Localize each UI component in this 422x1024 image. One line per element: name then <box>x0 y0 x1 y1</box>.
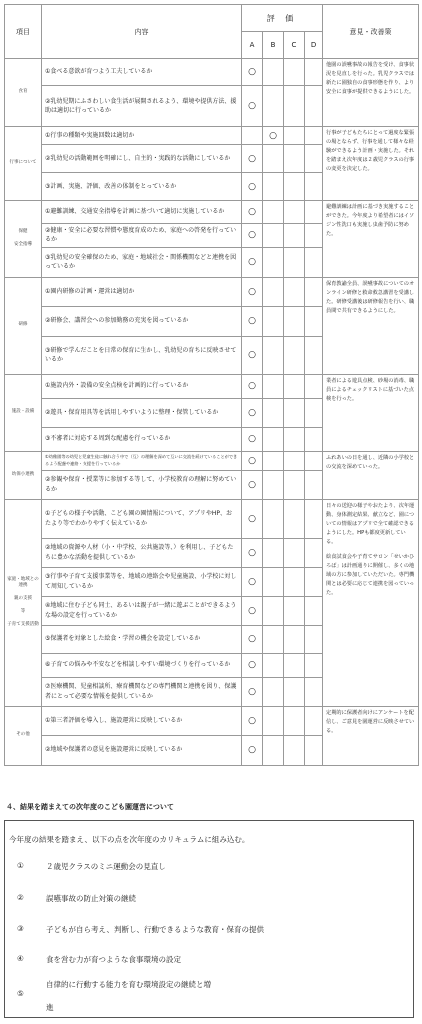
grade-cell-d <box>305 127 323 145</box>
opinion-cell <box>323 59 419 127</box>
evaluation-item-text: ②乳幼児の活動範囲を明確にし、自主的・実践的な活動にしているか <box>42 145 242 173</box>
grade-cell-a <box>242 224 263 248</box>
table-row <box>5 127 419 145</box>
plan-item-text: 誤嚥事故の防止対策の継続 <box>46 894 136 903</box>
evaluation-item-text: ①子どもの様子や活動、こども園の園情報について、アプリやHP、おたより等でわかりやすく伝えているか <box>42 499 242 538</box>
grade-cell-c <box>284 706 305 735</box>
grade-cell-a <box>242 173 263 201</box>
plan-item-text: 子どもが自ら考え、判断し、行動できるような教育・保育の提供 <box>46 925 264 934</box>
header-item: 項目 <box>5 5 42 59</box>
grade-cell-d <box>305 277 323 306</box>
circle-mark-icon: ○ <box>248 455 256 466</box>
grade-cell-a <box>242 567 263 596</box>
category-cell <box>5 374 42 451</box>
opinion-text: 絵食試食会や子育てサロン「せいかひろば」は計画通りに開催し、多くの地域の方に参加していただいた。専門機関とは必要に応じて連携を図っていった。 <box>326 554 415 597</box>
opinion-cell <box>323 277 419 374</box>
grade-cell-d <box>305 398 323 427</box>
opinion-text: 行事が子どもたちにとって過度な緊張の場とならず、行事を通して様々な経験ができるよう計画・実施した。それを踏まえ次年度は２歳児クラスの行事の変更を決定した。 <box>326 130 415 173</box>
grade-cell-b <box>263 374 284 398</box>
category-cell <box>5 499 42 706</box>
grade-cell-b <box>263 706 284 735</box>
grade-cell-c <box>284 398 305 427</box>
evaluation-item-text: ③行事や子育て支援事業等を、地域の連絡会や児童施設、小学校に対して周知しているか <box>42 567 242 596</box>
opinion-text: 避難訓練は計画に基づき実施することができた。今年度より希望者にはイソジン性洗口も実施し虫歯予防に努めた。 <box>326 204 415 238</box>
grade-cell-c <box>284 86 305 127</box>
grade-cell-c <box>284 677 305 706</box>
circle-mark-icon: ○ <box>248 745 256 756</box>
grade-cell-b <box>263 127 284 145</box>
plan-item-text: 食を営む力が育つような食事環境の設定 <box>46 955 181 964</box>
grade-cell-b <box>263 201 284 224</box>
category-label: 幼保小連携 <box>11 471 35 477</box>
grade-cell-a <box>242 596 263 625</box>
evaluation-item-text: ①園内研修の計画・運営は適切か <box>42 277 242 306</box>
grade-cell-b <box>263 224 284 248</box>
header-content: 内容 <box>42 5 242 59</box>
evaluation-item-text: ③研修で学んだことを日常の保育に生かし、乳幼児の育ちに反映させているか <box>42 336 242 374</box>
evaluation-item-text: ①行事の種類や実施回数は適切か <box>42 127 242 145</box>
grade-cell-b <box>263 470 284 499</box>
table-row <box>5 374 419 398</box>
evaluation-table <box>4 4 419 766</box>
grade-cell-c <box>284 427 305 451</box>
evaluation-item-text: ⑦医療機関、児童相談所、療育機関などの専門機関と連携を図り、保護者にとって必要な情報を提供しているか <box>42 677 242 706</box>
opinion-text: 定期的に保護者向けにアンケートを配信し、ご意見を園運営に反映させている。 <box>326 709 415 734</box>
grade-cell-d <box>305 173 323 201</box>
grade-cell-b <box>263 306 284 336</box>
grade-cell-c <box>284 201 305 224</box>
category-label: 施設・設備 <box>11 409 35 415</box>
grade-cell-d <box>305 374 323 398</box>
evaluation-item-text: ②遊具・保育用具等を活用しやすいように整理・保管しているか <box>42 398 242 427</box>
grade-cell-d <box>305 706 323 735</box>
grade-cell-b <box>263 86 284 127</box>
evaluation-item-text: ②地域の資源や人材（小・中学校、公共施設等、）を利用し、子どもたちに豊かな活動を提供しているか <box>42 538 242 567</box>
circle-mark-icon: ○ <box>248 434 256 445</box>
circle-mark-icon: ○ <box>248 101 256 111</box>
grade-cell-d <box>305 86 323 127</box>
grade-cell-d <box>305 59 323 86</box>
grade-cell-a <box>242 470 263 499</box>
grade-cell-c <box>284 145 305 173</box>
plan-item-number: ⑤ <box>17 989 24 998</box>
category-label: 親の支援 <box>14 596 32 602</box>
grade-cell-b <box>263 145 284 173</box>
header-grade-d: D <box>305 32 323 59</box>
grade-cell-a <box>242 374 263 398</box>
grade-cell-d <box>305 201 323 224</box>
grade-cell-b <box>263 499 284 538</box>
category-label: 研修 <box>18 322 28 328</box>
grade-cell-c <box>284 538 305 567</box>
grade-cell-a <box>242 653 263 677</box>
evaluation-item-text: ①幼稚園等の幼児と児童生徒に触れ合う中で（互）の理解を深めて互いに交流を続けていることができるよう配慮や連絡・支援を行っているか <box>42 451 242 470</box>
grade-cell-b <box>263 596 284 625</box>
circle-mark-icon: ○ <box>248 479 256 490</box>
grade-cell-b <box>263 247 284 277</box>
circle-mark-icon: ○ <box>248 316 256 327</box>
grade-cell-a <box>242 145 263 173</box>
grade-cell-c <box>284 374 305 398</box>
evaluation-item-text: ③乳幼児の安全確保のため、家庭・地域社会・関係機関などと連携を図っているか <box>42 247 242 277</box>
grade-cell-c <box>284 735 305 765</box>
evaluation-item-text: ①第三者評価を導入し、施設運営に反映しているか <box>42 706 242 735</box>
evaluation-item-text: ②健康・安全に必要な習慣や態度育成のため、家庭への啓発を行っているか <box>42 224 242 248</box>
circle-mark-icon: ○ <box>248 350 256 361</box>
opinion-text: 他園の誤嚥事故の報告を受け、食事状況を見直しを行った。乳児クラスでは新たに園独自の食事形態を作り、より安全に食事が提供できるようにした。 <box>326 62 415 96</box>
circle-mark-icon: ○ <box>248 286 256 297</box>
circle-mark-icon: ○ <box>248 207 256 217</box>
circle-mark-icon: ○ <box>248 605 256 616</box>
category-cell <box>5 451 42 499</box>
grade-cell-d <box>305 247 323 277</box>
category-label: 家庭・地域との連携 <box>7 576 39 589</box>
circle-mark-icon: ○ <box>248 660 256 671</box>
table-row <box>5 451 419 470</box>
grade-cell-b <box>263 451 284 470</box>
evaluation-item-text: ①食べる意欲が育つよう工夫しているか <box>42 59 242 86</box>
grade-cell-c <box>284 596 305 625</box>
opinion-cell <box>323 706 419 765</box>
header-evaluation: 評 価 <box>242 5 323 32</box>
grade-cell-b <box>263 336 284 374</box>
grade-cell-c <box>284 336 305 374</box>
table-row <box>5 499 419 538</box>
grade-cell-a <box>242 277 263 306</box>
opinion-cell <box>323 451 419 499</box>
evaluation-item-text: ③計画、実施、評価、改善の体制をとっているか <box>42 173 242 201</box>
opinion-text: 業者による遊具点検、砂場の消毒、職員によるチェックリストに基づいた点検を行った。 <box>326 377 415 402</box>
grade-cell-c <box>284 306 305 336</box>
opinion-cell <box>323 201 419 278</box>
grade-cell-a <box>242 336 263 374</box>
category-cell <box>5 201 42 278</box>
header-grade-a: A <box>242 32 263 59</box>
table-row <box>5 277 419 306</box>
category-cell <box>5 706 42 765</box>
circle-mark-icon: ○ <box>248 715 256 726</box>
grade-cell-d <box>305 306 323 336</box>
grade-cell-c <box>284 499 305 538</box>
opinion-text: 日々の送迎の様子やおたより、次年運動、身体測定結果、献立など、園についての情報はアプリで全て確認できるようにした。HPも都度更新している。 <box>326 502 415 545</box>
circle-mark-icon: ○ <box>248 513 256 524</box>
opinion-text: 保育教諭全員、誤嚥事故についてのオンライン研修と救命救急講習を受講した。研修受講後は研修報告を行い、職員間で共有できるようにした。 <box>326 280 415 314</box>
grade-cell-d <box>305 451 323 470</box>
grade-cell-a <box>242 538 263 567</box>
grade-cell-a <box>242 247 263 277</box>
circle-mark-icon: ○ <box>248 634 256 645</box>
category-cell <box>5 59 42 127</box>
next-year-plan-box <box>4 820 414 1018</box>
grade-cell-c <box>284 173 305 201</box>
grade-cell-a <box>242 735 263 765</box>
grade-cell-a <box>242 127 263 145</box>
grade-cell-c <box>284 224 305 248</box>
category-label: 等 <box>20 608 26 614</box>
grade-cell-a <box>242 677 263 706</box>
plan-intro: 今年度の結果を踏まえ、以下の点を次年度のカリキュラムに組み込む。 <box>9 835 250 844</box>
grade-cell-d <box>305 567 323 596</box>
circle-mark-icon: ○ <box>248 181 256 192</box>
table-row <box>5 59 419 86</box>
category-label: 食育 <box>18 89 28 95</box>
grade-cell-d <box>305 145 323 173</box>
evaluation-item-text: ④地域に住む子ども同士、あるいは親子が一緒に遊ぶことができるような場の設定を行っているか <box>42 596 242 625</box>
grade-cell-b <box>263 59 284 86</box>
grade-cell-d <box>305 677 323 706</box>
grade-cell-d <box>305 499 323 538</box>
grade-cell-b <box>263 625 284 653</box>
circle-mark-icon: ○ <box>248 230 256 241</box>
evaluation-item-text: ②乳幼児期にふさわしい食生活が展開されるよう、環境や提供方法、援助は適切に行っているか <box>42 86 242 127</box>
grade-cell-a <box>242 201 263 224</box>
evaluation-item-text: ⑥子育ての悩みや不安などを相談しやすい環境づくりを行っているか <box>42 653 242 677</box>
evaluation-item-text: ⑤保護者を対象とした絵食・学習の機会を設定しているか <box>42 625 242 653</box>
opinion-cell <box>323 127 419 201</box>
circle-mark-icon: ○ <box>248 547 256 558</box>
circle-mark-icon: ○ <box>248 686 256 697</box>
grade-cell-a <box>242 451 263 470</box>
circle-mark-icon: ○ <box>248 381 256 392</box>
table-row <box>5 201 419 224</box>
evaluation-item-text: ②研修会、講習会への参加勤務の充実を図っているか <box>42 306 242 336</box>
grade-cell-b <box>263 277 284 306</box>
opinion-cell <box>323 374 419 451</box>
grade-cell-d <box>305 653 323 677</box>
grade-cell-d <box>305 336 323 374</box>
grade-cell-d <box>305 538 323 567</box>
category-cell <box>5 277 42 374</box>
plan-item-number: ② <box>17 893 24 902</box>
grade-cell-c <box>284 451 305 470</box>
circle-mark-icon: ○ <box>248 407 256 418</box>
section4-title: ４、結果を踏まえての次年度のこども園運営について <box>6 803 174 811</box>
table-row <box>5 706 419 735</box>
grade-cell-a <box>242 306 263 336</box>
grade-cell-a <box>242 86 263 127</box>
opinion-cell <box>323 499 419 706</box>
grade-cell-c <box>284 127 305 145</box>
plan-item-number: ① <box>17 861 24 870</box>
plan-item-text: 自律的に行動する能力を育む環境設定の継続と増 進 <box>46 980 211 1012</box>
category-label: その他 <box>16 732 30 738</box>
circle-mark-icon: ○ <box>248 576 256 587</box>
grade-cell-c <box>284 59 305 86</box>
circle-mark-icon: ○ <box>248 257 256 268</box>
grade-cell-d <box>305 470 323 499</box>
grade-cell-b <box>263 398 284 427</box>
header-opinion: 意見・改善策 <box>323 5 419 59</box>
grade-cell-b <box>263 538 284 567</box>
grade-cell-b <box>263 173 284 201</box>
grade-cell-a <box>242 625 263 653</box>
grade-cell-d <box>305 596 323 625</box>
grade-cell-c <box>284 277 305 306</box>
category-label: 行事について <box>9 160 37 166</box>
grade-cell-a <box>242 706 263 735</box>
category-label: 子育て支援活動 <box>7 621 39 627</box>
plan-item-text: ２歳児クラスのミニ運動会の見直し <box>46 862 166 871</box>
circle-mark-icon: ○ <box>248 67 256 77</box>
evaluation-item-text: ①避難訓練、交通安全指導を計画に基づいて適切に実施しているか <box>42 201 242 224</box>
evaluation-item-text: ②参観や保育・授業等に参加する等して、小学校教育の理解に努めているか <box>42 470 242 499</box>
grade-cell-b <box>263 677 284 706</box>
grade-cell-d <box>305 625 323 653</box>
category-cell <box>5 127 42 201</box>
opinion-text: ふれあいの日を通し、近隣の小学校との交流を深めていった。 <box>326 454 415 470</box>
grade-cell-b <box>263 735 284 765</box>
grade-cell-a <box>242 499 263 538</box>
grade-cell-a <box>242 427 263 451</box>
grade-cell-d <box>305 427 323 451</box>
circle-mark-icon: ○ <box>269 130 277 141</box>
grade-cell-c <box>284 247 305 277</box>
grade-cell-c <box>284 567 305 596</box>
grade-cell-b <box>263 427 284 451</box>
grade-cell-c <box>284 653 305 677</box>
header-grade-c: C <box>284 32 305 59</box>
header-grade-b: B <box>263 32 284 59</box>
grade-cell-d <box>305 735 323 765</box>
grade-cell-a <box>242 398 263 427</box>
grade-cell-c <box>284 470 305 499</box>
category-label: 安全指導 <box>14 241 32 247</box>
grade-cell-c <box>284 625 305 653</box>
grade-cell-b <box>263 567 284 596</box>
grade-cell-a <box>242 59 263 86</box>
evaluation-item-text: ②地域や保護者の意見を施設運営に反映しているか <box>42 735 242 765</box>
evaluation-item-text: ③不審者に対応する周到な配慮を行っているか <box>42 427 242 451</box>
evaluation-item-text: ①施設内外・設備の安全点検を計画的に行っているか <box>42 374 242 398</box>
plan-item-number: ④ <box>17 954 24 963</box>
circle-mark-icon: ○ <box>248 153 256 164</box>
plan-item-number: ③ <box>17 924 24 933</box>
category-label: 保健 <box>18 229 28 235</box>
grade-cell-d <box>305 224 323 248</box>
grade-cell-b <box>263 653 284 677</box>
